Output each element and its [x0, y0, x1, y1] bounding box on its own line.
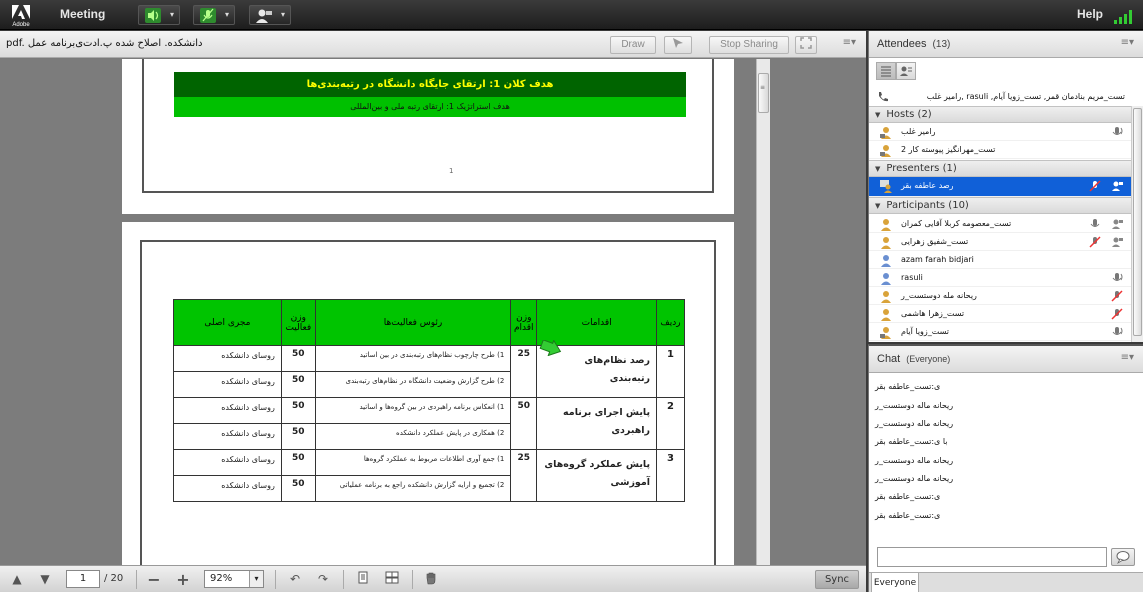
- chat-title: Chat: [877, 353, 901, 365]
- chat-message: ی:تست_عاطفه بقر: [875, 492, 941, 501]
- webcam-icon: [1110, 235, 1124, 249]
- triangle-down-icon: ▼: [875, 111, 881, 119]
- rotate-right-button[interactable]: [314, 571, 332, 588]
- active-speakers-text: تست_مریم بنادمان قمر, تست_زویا آیام, rasuli ,رامیر غلب: [926, 92, 1125, 101]
- attendee-name: تست_زویا آیام: [901, 327, 949, 336]
- attendee-name: رصد عاطفه بقر: [901, 181, 954, 190]
- activity-weight-cell: 50: [281, 450, 315, 476]
- attendee-name: تست_معصومه کربلا آقایی کمران: [901, 219, 1012, 228]
- rotate-right-icon: ↷: [317, 572, 329, 586]
- status-view-button[interactable]: [896, 62, 916, 80]
- presenter-avatar-icon: [879, 179, 893, 193]
- single-page-icon: [357, 573, 369, 587]
- send-message-button[interactable]: [1111, 548, 1135, 566]
- minus-icon: −: [147, 570, 161, 589]
- draw-button[interactable]: Draw: [610, 36, 656, 54]
- header-action-weight: وزن اقدام: [511, 300, 537, 346]
- action-plan-table: [173, 299, 685, 502]
- attendee-row[interactable]: [869, 305, 1131, 323]
- action-weight-cell: 25: [511, 450, 537, 502]
- participant-avatar-icon: [879, 235, 893, 249]
- row-number: 1: [657, 346, 685, 398]
- attendee-name: رامیر غلب: [901, 127, 936, 136]
- attendee-row[interactable]: [869, 251, 1131, 269]
- attendee-row[interactable]: [869, 269, 1131, 287]
- activity-cell: 2) تجمیع و ارایه گزارش دانشکده راجع به برنامه عملیاتی: [315, 476, 510, 502]
- table-row: [174, 398, 685, 424]
- green-arrow-pointer-icon: [539, 340, 563, 356]
- activity-cell: 1) انعکاس برنامه راهبردی در بین گروه‌ها و اساتید: [315, 398, 510, 424]
- stop-sharing-button[interactable]: Stop Sharing: [709, 36, 789, 54]
- microphone-off-icon: [197, 7, 219, 24]
- executor-cell: روسای دانشکده: [174, 398, 282, 424]
- action-cell: رصد نظام‌های رتبه‌بندی: [537, 346, 657, 398]
- microphone-icon: [1088, 217, 1102, 231]
- participants-section-label: Participants (10): [886, 200, 969, 211]
- attendees-header: [869, 31, 1143, 58]
- phone-icon: [876, 90, 890, 104]
- pointer-icon: [671, 41, 685, 52]
- share-toolbar: [0, 565, 866, 592]
- executor-cell: روسای دانشکده: [174, 424, 282, 450]
- table-row: [174, 346, 685, 372]
- pointer-button[interactable]: [664, 36, 692, 54]
- participants-section[interactable]: [869, 197, 1131, 214]
- microphone-muted-icon: [1110, 307, 1124, 321]
- next-page-button[interactable]: [36, 571, 54, 588]
- page-border: [140, 240, 716, 592]
- zoom-select[interactable]: [204, 570, 264, 588]
- activity-cell: 1) طرح چارچوب نظام‌های رتبه‌بندی در بین اساتید: [315, 346, 510, 372]
- goal-title-banner: هدف کلان 1: ارتقای جایگاه دانشگاه در رتبه‌بندی‌ها: [174, 72, 686, 97]
- rotate-left-icon: ↶: [289, 572, 301, 586]
- list-view-button[interactable]: [876, 62, 896, 80]
- microphone-muted-icon: [1088, 179, 1102, 193]
- attendee-row[interactable]: [869, 215, 1131, 233]
- activity-weight-cell: 50: [281, 398, 315, 424]
- attendee-row-selected[interactable]: [869, 177, 1131, 197]
- document-page: [122, 59, 734, 214]
- webcam-icon: [253, 7, 275, 24]
- chat-bubble-icon: [1112, 555, 1134, 568]
- page-number-input[interactable]: 1: [66, 570, 100, 588]
- webcam-icon: [1110, 179, 1124, 193]
- executor-cell: روسای دانشکده: [174, 476, 282, 502]
- rotate-left-button[interactable]: [286, 571, 304, 588]
- host-avatar-icon: [879, 143, 893, 157]
- svg-text:Adobe: Adobe: [12, 22, 30, 27]
- chat-input[interactable]: [877, 547, 1107, 567]
- executor-cell: روسای دانشکده: [174, 372, 282, 398]
- single-page-view-button[interactable]: [354, 571, 372, 588]
- header-executor: مجری اصلی: [174, 300, 282, 346]
- participant-avatar-icon: [879, 217, 893, 231]
- activity-cell: 2) همکاری در پایش عملکرد دانشکده: [315, 424, 510, 450]
- attendee-row[interactable]: [869, 287, 1131, 305]
- hosts-section-label: Hosts (2): [886, 109, 932, 120]
- table-row: [174, 450, 685, 476]
- participant-avatar-icon: [879, 271, 893, 285]
- attendee-row[interactable]: [869, 233, 1131, 251]
- share-pod-header: [0, 31, 866, 58]
- participant-avatar-icon: [879, 325, 893, 339]
- active-speakers-bar: [869, 87, 1131, 107]
- microphone-muted-icon: [1110, 289, 1124, 303]
- triangle-down-icon: ▼: [875, 202, 881, 210]
- document-viewer[interactable]: [0, 59, 756, 592]
- activity-weight-cell: 50: [281, 476, 315, 502]
- participant-avatar-icon: [879, 289, 893, 303]
- microphone-muted-icon: [1088, 235, 1102, 249]
- action-cell: پایش عملکرد گروه‌های آموزشی: [537, 450, 657, 502]
- fullscreen-button[interactable]: [795, 36, 817, 54]
- attendees-count: (13): [932, 39, 951, 50]
- speaker-button[interactable]: [138, 5, 180, 25]
- multi-page-icon: [385, 573, 399, 587]
- speaker-icon: [142, 7, 164, 24]
- header-row-number: ردیف: [657, 300, 685, 346]
- strategy-banner: هدف استراتژیک 1: ارتقای رتبه ملی و بین‌المللی: [174, 97, 686, 117]
- continuous-view-button[interactable]: [383, 571, 401, 588]
- chat-tabs: [869, 572, 1143, 592]
- attendee-name: rasuli: [901, 273, 923, 282]
- action-weight-cell: 25: [511, 346, 537, 398]
- chat-message: با ی:تست_عاطفه بقر: [875, 437, 948, 446]
- presenters-section-label: Presenters (1): [886, 163, 957, 174]
- chat-message: ی:تست_عاطفه بقر: [875, 511, 941, 520]
- activity-cell: 2) طرح گزارش وضعیت دانشگاه در نظام‌های رتبه‌بندی: [315, 372, 510, 398]
- activity-weight-cell: 50: [281, 346, 315, 372]
- attendee-name: azam farah bidjari: [901, 255, 974, 264]
- host-avatar-icon: [879, 125, 893, 139]
- zoom-in-button[interactable]: [174, 571, 192, 588]
- divider: [136, 570, 137, 589]
- chevron-down-icon[interactable]: ▾: [169, 10, 174, 19]
- chevron-down-icon[interactable]: ▾: [280, 10, 285, 19]
- microphone-button[interactable]: [193, 5, 235, 25]
- tab-everyone[interactable]: Everyone: [871, 573, 919, 592]
- hand-icon: [424, 574, 438, 588]
- webcam-button[interactable]: [249, 5, 291, 25]
- viewer-margin: [770, 59, 866, 592]
- row-number: 2: [657, 398, 685, 450]
- divider: [412, 570, 413, 589]
- chat-message: ی:تست_عاطفه بقر: [875, 382, 941, 391]
- grip-icon: ≡: [760, 84, 766, 91]
- divider: [275, 570, 276, 589]
- row-number: 3: [657, 450, 685, 502]
- connection-signal-icon: [1113, 8, 1135, 24]
- microphone-icon: [1110, 325, 1124, 339]
- participant-avatar-icon: [879, 307, 893, 321]
- attendee-name: تست_مهرانگیز پیوسته کار 2: [901, 145, 996, 154]
- action-cell: پایش اجرای برنامه راهبردی: [537, 398, 657, 450]
- sync-button[interactable]: Sync: [815, 570, 859, 589]
- attendee-name: تست_شفیق زهرایی: [901, 237, 969, 246]
- document-scrollbar[interactable]: [756, 59, 770, 592]
- attendee-row[interactable]: [869, 323, 1131, 341]
- chat-message: ریحانه ماله دوستست_ر: [875, 419, 954, 428]
- zoom-value: 92%: [210, 573, 233, 584]
- page-total: / 20: [104, 573, 124, 584]
- triangle-down-icon: ▼: [875, 165, 881, 173]
- participant-avatar-icon: [879, 253, 893, 267]
- top-bar: [0, 0, 1143, 30]
- microphone-icon: [1110, 125, 1124, 139]
- page-marker: 1: [449, 167, 454, 175]
- chat-message: ریحانه ماله دوستست_ر: [875, 456, 954, 465]
- attendees-scrollbar[interactable]: [1131, 106, 1143, 342]
- chat-pod: [868, 344, 1143, 592]
- chat-message: ریحانه ماله دوستست_ر: [875, 474, 954, 483]
- document-title: pdf. دانشکده. اصلاح شده پ.ادت‌ی‌برنامه عمل: [6, 38, 203, 49]
- attendee-row[interactable]: [869, 123, 1131, 141]
- action-weight-cell: 50: [511, 398, 537, 450]
- header-actions: اقدامات: [537, 300, 657, 346]
- activity-cell: 1) جمع آوری اطلاعات مربوط به عملکرد گروه‌ها: [315, 450, 510, 476]
- header-activities: رئوس فعالیت‌ها: [315, 300, 510, 346]
- attendee-name: ریحانه مله دوستست_ر: [901, 291, 977, 300]
- zoom-out-button[interactable]: [145, 571, 163, 588]
- adobe-logo-icon: [8, 3, 34, 27]
- activity-weight-cell: 50: [281, 372, 315, 398]
- executor-cell: روسای دانشکده: [174, 450, 282, 476]
- activity-weight-cell: 50: [281, 424, 315, 450]
- executor-cell: روسای دانشکده: [174, 346, 282, 372]
- scrollbar-thumb[interactable]: [1133, 108, 1142, 336]
- chat-scope: (Everyone): [906, 354, 951, 364]
- fullscreen-icon: [800, 41, 812, 52]
- pod-options-menu-icon[interactable]: ≡▾: [842, 37, 856, 48]
- pod-options-menu-icon[interactable]: ≡▾: [1120, 352, 1134, 363]
- chat-header: [869, 346, 1143, 373]
- presenters-section[interactable]: [869, 160, 1131, 177]
- help-menu[interactable]: Help: [1076, 7, 1103, 21]
- plus-icon: +: [176, 570, 190, 589]
- previous-page-button[interactable]: [8, 571, 26, 588]
- attendees-title: Attendees: [877, 38, 927, 50]
- chat-message: ریحانه ماله دوستست_ر: [875, 401, 954, 410]
- header-activity-weight: وزن فعالیت: [281, 300, 315, 346]
- attendee-name: تست_زهرا هاشمی: [901, 309, 965, 318]
- share-pod: [0, 31, 866, 592]
- pod-options-menu-icon[interactable]: ≡▾: [1120, 37, 1134, 48]
- arrow-up-icon: ▲: [12, 572, 22, 586]
- webcam-icon: [1110, 217, 1124, 231]
- divider: [343, 570, 344, 589]
- attendee-view-toggle: [876, 62, 916, 80]
- attendees-pod: [868, 31, 1143, 342]
- document-page: [122, 222, 734, 592]
- chevron-down-icon: ▾: [249, 571, 263, 587]
- microphone-icon: [1110, 271, 1124, 285]
- page-border: [142, 59, 714, 193]
- arrow-down-icon: ▼: [40, 572, 50, 586]
- hosts-section[interactable]: [869, 106, 1131, 123]
- attendee-row[interactable]: [869, 141, 1131, 159]
- chevron-down-icon[interactable]: ▾: [224, 10, 229, 19]
- hand-tool-button[interactable]: [422, 571, 440, 588]
- meeting-menu[interactable]: Meeting: [60, 7, 106, 21]
